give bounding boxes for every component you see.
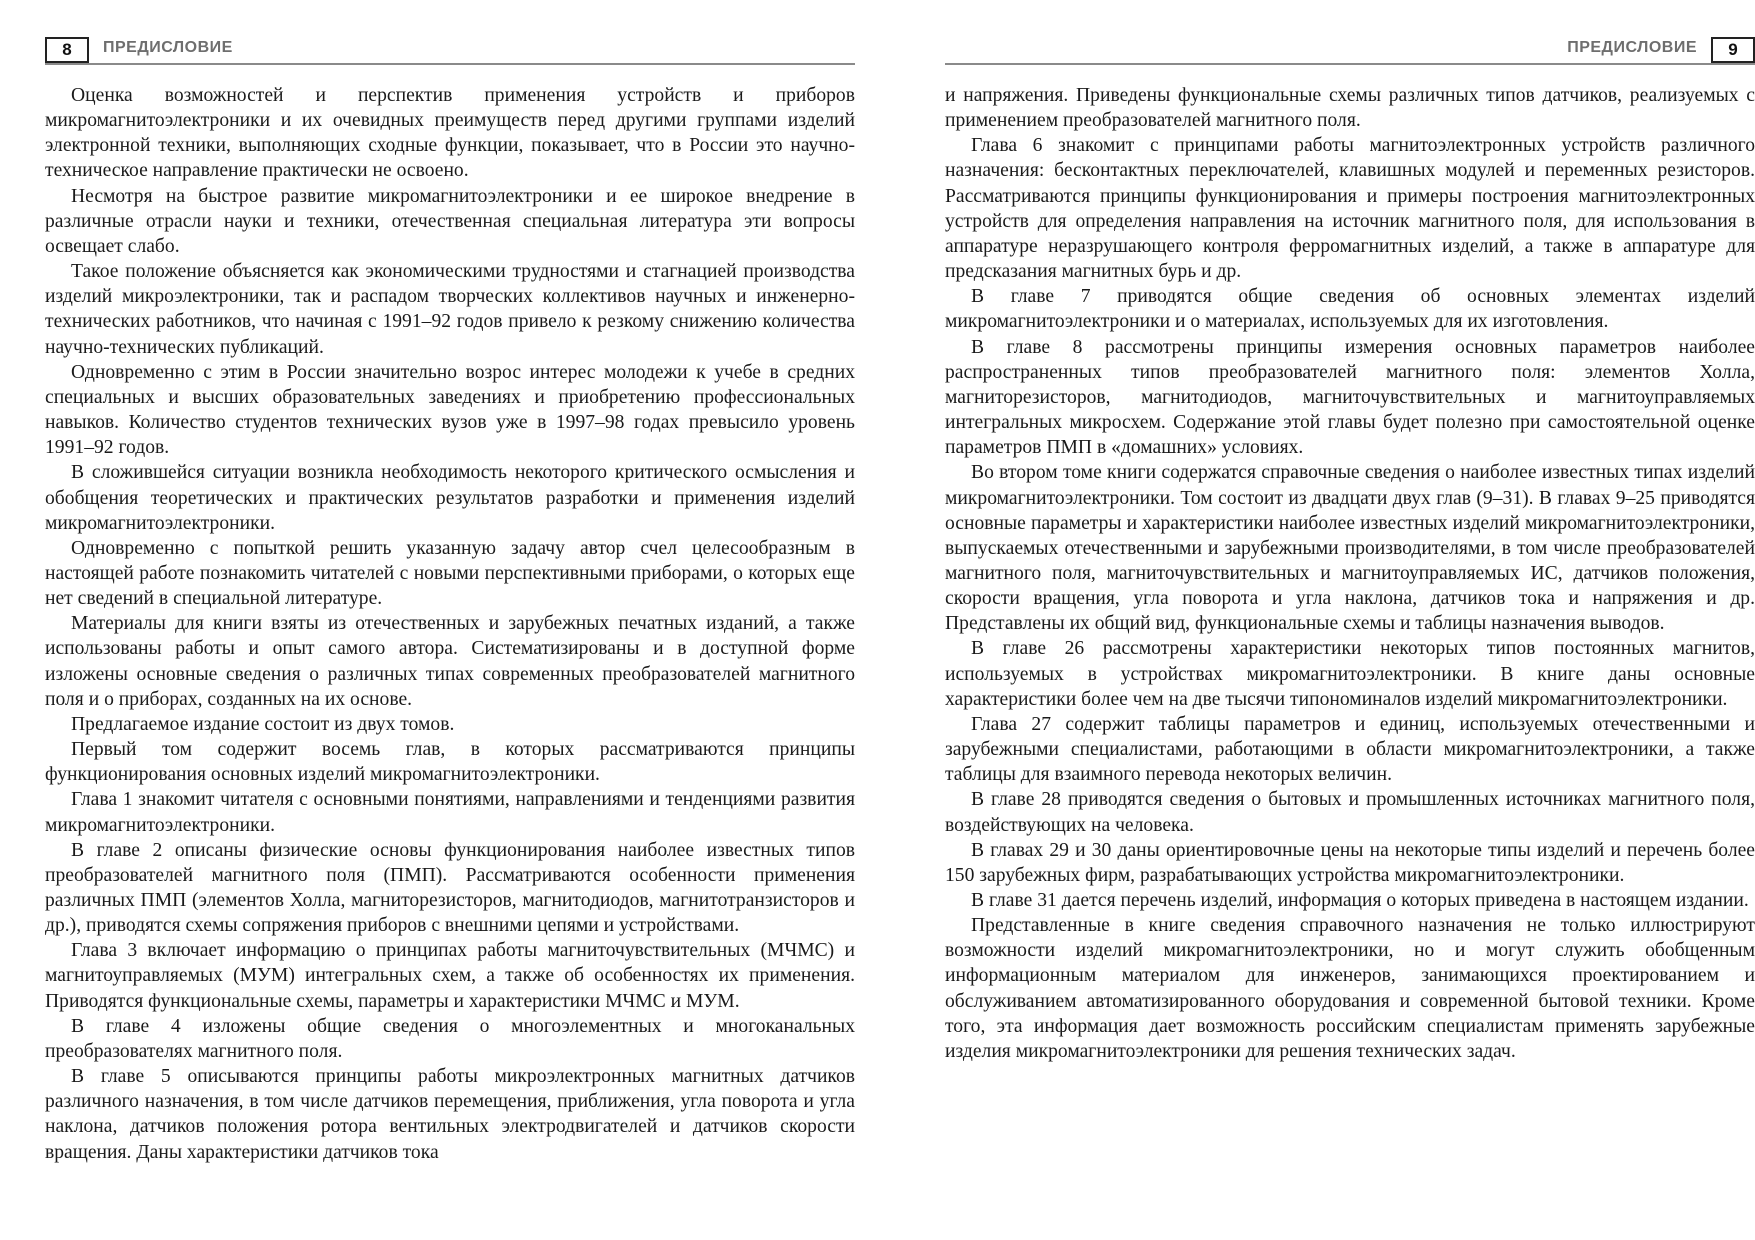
paragraph: Оценка возможностей и перспектив применения устройств и приборов микромагнитоэлектроники и их очевидных преимуществ перед другими группами изделий электронной техники, выполняющих сходные функции, показывает, что в России это научно-техническое направление практически не освоено. xyxy=(45,85,855,182)
left-page xyxy=(45,0,855,1240)
paragraph: В сложившейся ситуации возникла необходимость некоторого критического осмысления и обобщения теоретических и практических результатов разработки и применения изделий микромагнитоэлектроники. xyxy=(45,462,855,534)
paragraph: Глава 6 знакомит с принципами работы магнитоэлектронных устройств различного назначения: бесконтактных переключателей, клавишных модулей и переменных резисторов. Рассматриваются принципы функционирования и примеры построения магнитоэлектронных устройств для определения направления на источник магнитного поля, для использования в аппаратуре неразрушающего контроля ферромагнитных изделий, а также в аппаратуре для предсказания магнитных бурь и др. xyxy=(945,135,1755,283)
right-page-number: 9 xyxy=(1711,37,1755,63)
paragraph: Глава 27 содержит таблицы параметров и единиц, используемых отечественными и зарубежными специалистами, работающими в области микромагнитоэлектроники, а также таблицы для взаимного перевода некоторых величин. xyxy=(945,713,1755,786)
paragraph: В главе 7 приводятся общие сведения об основных элементах изделий микромагнитоэлектроники и о материалах, используемых для их изготовления. xyxy=(945,286,1755,333)
continuation-paragraph: и напряжения. Приведены функциональные схемы различных типов датчиков, реализуемых с применением преобразователей магнитного поля. xyxy=(945,85,1755,132)
paragraph: Материалы для книги взяты из отечественных и зарубежных печатных изданий, а также использованы работы и опыт самого автора. Систематизированы и в доступной форме изложены основные сведения о различных типах современных преобразователей магнитного поля и о приборах, созданных на их основе. xyxy=(45,613,855,710)
right-running-title: ПРЕДИСЛОВИЕ xyxy=(1567,39,1697,56)
paragraph: Одновременно с попыткой решить указанную задачу автор счел целесообразным в настоящей работе познакомить читателей с новыми перспективными приборами, о которых еще нет сведений в специальной литературе. xyxy=(45,537,855,610)
paragraph: В главе 4 изложены общие сведения о многоэлементных и многоканальных преобразователях магнитного поля. xyxy=(45,1015,855,1062)
paragraph: Несмотря на быстрое развитие микромагнитоэлектроники и ее широкое внедрение в различные отрасли науки и техники, отечественная специальная литература эти вопросы освещает слабо. xyxy=(45,185,855,257)
paragraph: В главе 28 приводятся сведения о бытовых и промышленных источниках магнитного поля, воздействующих на человека. xyxy=(945,789,1755,836)
paragraph: Глава 1 знакомит читателя с основными понятиями, направлениями и тенденциями развития микромагнитоэлектроники. xyxy=(45,789,855,836)
paragraph: В главе 2 описаны физические основы функционирования наиболее известных типов преобразователей магнитного поля (ПМП). Рассматриваются особенности применения различных ПМП (элементов Холла, магниторезисторов, магнитодиодов, магнитотранзисторов и др.), приводятся схемы сопряжения приборов с внешними цепями и устройствами. xyxy=(45,839,855,937)
paragraph: Такое положение объясняется как экономическими трудностями и стагнацией производства изделий микроэлектроники, так и распадом творческих коллективов научных и инженерно-технических работников, что начиная с 1991–92 годов привело к резкому снижению количества научно-технических публикаций. xyxy=(45,261,855,358)
right-page-header xyxy=(945,37,1755,65)
paragraph: Глава 3 включает информацию о принципах работы магниточувствительных (МЧМС) и магнитоуправляемых (МУМ) интегральных схем, а также об особенностях их применения. Приводятся функциональные схемы, параметры и характеристики МЧМС и МУМ. xyxy=(45,940,855,1012)
right-page xyxy=(945,0,1755,1240)
paragraph: Предлагаемое издание состоит из двух томов. xyxy=(71,713,455,735)
right-page-body xyxy=(945,83,1755,1064)
left-page-number: 8 xyxy=(45,37,89,63)
paragraph: Во втором томе книги содержатся справочные сведения о наиболее известных типах изделий микромагнитоэлектроники. Том состоит из двадцати двух глав (9–31). В главах 9–25 приводятся основные параметры и характеристики наиболее известных изделий микромагнитоэлектроники, выпускаемых отечественными и зарубежными производителями, в том числе преобразователей магнитного поля, магниточувствительных и магнитоуправляемых ИС, датчиков положения, скорости вращения, угла поворота и угла наклона, датчиков тока и напряжения и др. Представлены их общий вид, функциональные схемы и таблицы назначения выводов. xyxy=(945,462,1755,635)
paragraph: В главах 29 и 30 даны ориентировочные цены на некоторые типы изделий и перечень более 150 зарубежных фирм, разрабатывающих устройства микромагнитоэлектроники. xyxy=(945,839,1755,886)
paragraph: В главе 8 рассмотрены принципы измерения основных параметров наиболее распространенных типов преобразователей магнитного поля: элементов Холла, магниторезисторов, магнитодиодов, магниточувствительных и магнитоуправляемых интегральных микросхем. Содержание этой главы будет полезно при самостоятельной оценке параметров ПМП в «домашних» условиях. xyxy=(945,336,1755,459)
paragraph: В главе 26 рассмотрены характеристики некоторых типов постоянных магнитов, используемых в устройствах микромагнитоэлектроники. В книге даны основные характеристики более чем на две тысячи типономиналов изделий микромагнитоэлектроники. xyxy=(945,638,1755,710)
paragraph: В главе 31 дается перечень изделий, информация о которых приведена в настоящем издании. xyxy=(971,890,1749,911)
paragraph: В главе 5 описываются принципы работы микроэлектронных магнитных датчиков различного назначения, в том числе датчиков перемещения, приближения, угла поворота и угла наклона, датчиков положения ротора вентильных электродвигателей и датчиков скорости вращения. Даны характеристики датчиков тока xyxy=(45,1066,855,1163)
paragraph: Первый том содержит восемь глав, в которых рассматриваются принципы функционирования основных изделий микромагнитоэлектроники. xyxy=(45,739,855,786)
paragraph: Одновременно с этим в России значительно возрос интерес молодежи к учебе в средних специальных и высших образовательных заведениях и приобретению профессиональных навыков. Количество студентов технических вузов уже в 1997–98 годах превысило уровень 1991–92 годов. xyxy=(45,361,855,459)
paragraph: Представленные в книге сведения справочного назначения не только иллюстрируют возможности изделий микромагнитоэлектроники, но и могут служить обобщенным информационным материалом для инженеров, занимающихся проектированием и обслуживанием автоматизированного оборудования и современной бытовой техники. Кроме того, эта информация дает возможность российским специалистам применять зарубежные изделия микромагнитоэлектроники для решения технических задач. xyxy=(945,915,1755,1062)
left-page-header xyxy=(45,37,855,65)
left-running-title: ПРЕДИСЛОВИЕ xyxy=(103,39,233,56)
left-page-body xyxy=(45,83,855,1165)
